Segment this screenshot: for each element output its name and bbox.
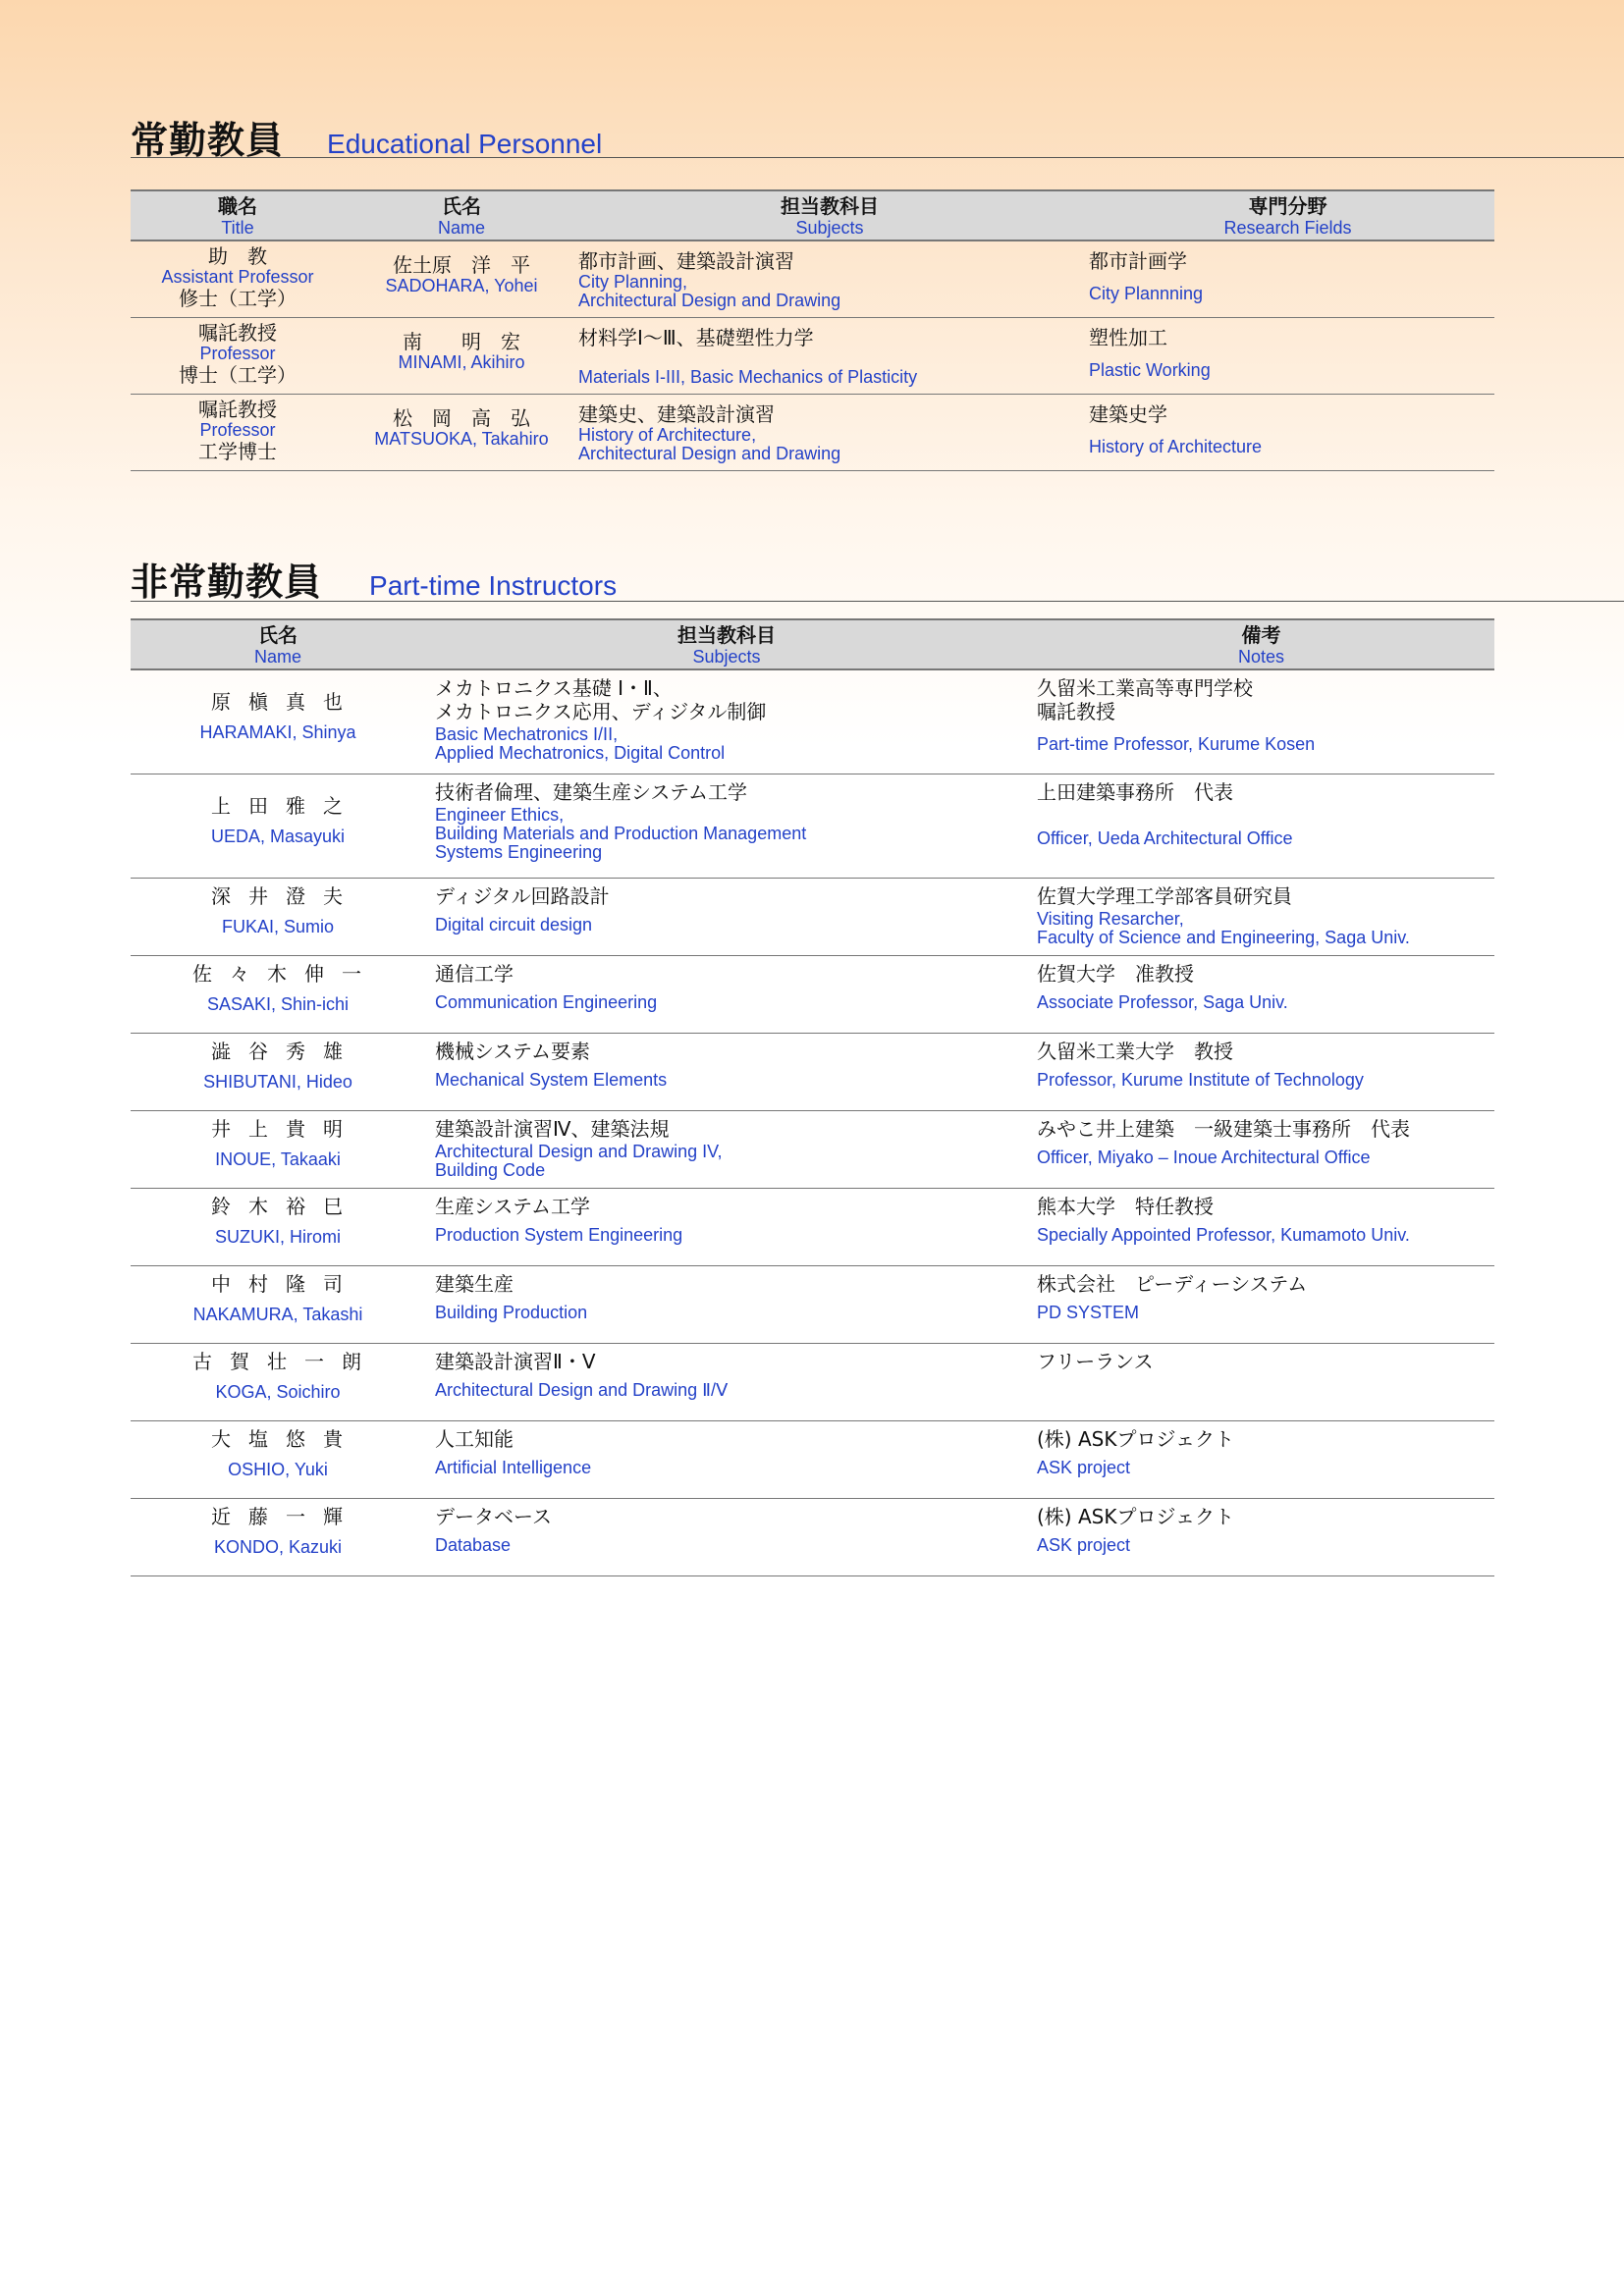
header-title: 職名 Title [131,190,345,240]
subject-jp: 技術者倫理、建築生産システム工学 [435,779,747,804]
subject-en: Production System Engineering [435,1224,683,1245]
header-name: 氏名 Name [345,190,578,240]
name-en: SUZUKI, Hiromi [214,1226,341,1247]
name-jp: 大塩悠貴 [211,1426,360,1451]
name-jp: 佐々木伸一 [192,961,379,986]
table-row [131,1265,1494,1343]
note-jp: 上田建築事務所 代表 [1037,779,1233,804]
table-row [131,394,1494,470]
subjects-cell [425,878,1028,955]
subjects-cell [425,1265,1028,1343]
header-name: 氏名 Name [131,619,425,669]
subjects-cell [425,1188,1028,1265]
table-row [131,1498,1494,1575]
name-en: KONDO, Kazuki [213,1536,343,1557]
research-field-jp: 建築史学 [1089,401,1167,426]
table-row [131,1110,1494,1188]
name-en: HARAMAKI, Shinya [199,722,356,742]
research-field-en: Plastic Working [1089,359,1211,380]
note-en: Officer, Ueda Architectural Office [1037,828,1293,848]
degree: 工学博士 [198,439,277,463]
spacer [1037,804,1494,829]
subjects-en-line1 [578,349,1081,368]
name-cell [345,394,578,470]
position-cell [131,394,345,470]
subject-en: Artificial Intelligence [435,1457,592,1477]
table-header-row [131,190,1494,240]
name-jp: 近藤一輝 [211,1504,360,1528]
subjects-en-line2: Architectural Design and Drawing [578,291,841,310]
name-cell [131,1110,425,1188]
subjects-en-line2: Materials I-III, Basic Mechanics of Plasticity [578,366,918,387]
degree: 修士（工学） [179,287,297,310]
name-jp: 原槇真也 [211,690,360,714]
name-en: SHIBUTANI, Hideo [203,1071,352,1092]
note-en: ASK project [1037,1534,1131,1555]
section-heading-fulltime [131,110,602,164]
subject-en: Communication Engineering [435,991,658,1012]
note-en: ASK project [1037,1457,1131,1477]
research-field-en: History of Architecture [1089,436,1263,456]
position-en: Assistant Professor [161,267,314,287]
table-row [131,878,1494,955]
subject-en: Digital circuit design [435,914,593,934]
table-header-row [131,619,1494,669]
note-jp: フリーランス [1037,1349,1154,1373]
name-jp: 松 岡 高 弘 [393,405,530,430]
notes-cell [1028,774,1494,878]
subjects-jp: 建築史、建築設計演習 [578,401,775,426]
position-jp: 嘱託教授 [198,320,277,345]
subjects-jp: 都市計画、建築設計演習 [578,249,794,273]
section-title-en: Part-time Instructors [369,570,618,601]
table-row [131,317,1494,394]
subjects-cell [578,240,1081,317]
subject-jp: 建築設計演習Ⅱ・Ⅴ [435,1349,596,1373]
note-en: Specially Appointed Professor, Kumamoto Univ. [1037,1224,1410,1245]
subject-jp: メカトロニクス応用、ディジタル制御 [435,700,767,723]
subject-jp: メカトロニクス基礎 Ⅰ・Ⅱ、 [435,676,673,700]
subject-jp: 人工知能 [435,1426,514,1451]
name-cell [131,669,425,774]
header-research-fields: 専門分野 Research Fields [1081,190,1494,240]
name-cell [131,955,425,1033]
subject-en: Basic Mechatronics I/II, [435,724,619,744]
subjects-cell [425,1033,1028,1110]
table-row [131,669,1494,774]
notes-cell [1028,1343,1494,1420]
note-jp: (株) ASKプロジェクト [1037,1426,1235,1451]
subject-en: Database [435,1534,512,1555]
notes-cell [1028,669,1494,774]
name-en: MATSUOKA, Takahiro [374,428,549,449]
subjects-cell [425,774,1028,878]
notes-cell [1028,1188,1494,1265]
subjects-cell [425,1498,1028,1575]
research-field-jp: 塑性加工 [1089,325,1167,349]
name-en: SADOHARA, Yohei [385,276,538,295]
name-cell [131,878,425,955]
section-title-en: Educational Personnel [327,129,603,159]
position-jp: 嘱託教授 [198,397,277,421]
name-en: SASAKI, Shin-ichi [206,993,350,1014]
header-subjects: 担当教科目 Subjects [578,190,1081,240]
note-jp: 久留米工業大学 教授 [1037,1039,1233,1063]
name-cell [131,1265,425,1343]
note-jp: 株式会社 ピーディーシステム [1037,1271,1308,1296]
subjects-en-line1: City Planning, [578,272,688,292]
subject-en: Building Code [435,1159,546,1180]
name-jp: 南 明 宏 [403,329,520,353]
subjects-cell [578,317,1081,394]
research-field-cell [1081,240,1494,317]
name-cell [345,240,578,317]
section-heading-parttime [131,552,617,606]
subject-en: Architectural Design and Drawing Ⅱ/Ⅴ [435,1379,729,1400]
name-cell [131,1343,425,1420]
subjects-jp: 材料学Ⅰ～Ⅲ、基礎塑性力学 [578,325,814,349]
research-field-jp: 都市計画学 [1089,249,1187,273]
notes-cell [1028,878,1494,955]
name-en: INOUE, Takaaki [215,1148,341,1169]
note-jp: 佐賀大学 准教授 [1037,961,1194,986]
subject-jp: ディジタル回路設計 [435,883,610,908]
name-cell [345,317,578,394]
notes-cell [1028,1420,1494,1498]
subject-en: Architectural Design and Drawing IV, [435,1141,723,1161]
subject-en: Systems Engineering [435,841,603,862]
table-row [131,240,1494,317]
notes-cell [1028,955,1494,1033]
degree: 博士（工学） [179,362,297,387]
subject-en: Engineer Ethics, [435,804,565,825]
subject-jp: 建築生産 [435,1271,514,1296]
notes-cell [1028,1265,1494,1343]
subject-jp: 建築設計演習Ⅳ、建築法規 [435,1116,670,1141]
subjects-cell [425,955,1028,1033]
section-title-jp: 常勤教員 [131,119,285,162]
research-field-cell [1081,394,1494,470]
subjects-en-line2: Architectural Design and Drawing [578,443,841,463]
note-en: Part-time Professor, Kurume Kosen [1037,734,1316,754]
table-row [131,1188,1494,1265]
name-cell [131,1188,425,1265]
header-subjects: 担当教科目 Subjects [425,619,1028,669]
name-en: UEDA, Masayuki [210,826,346,846]
note-en: Officer, Miyako – Inoue Architectural Office [1037,1147,1371,1167]
name-jp: 古賀壮一朗 [192,1349,379,1373]
spacer [435,1528,1028,1536]
notes-cell [1028,1110,1494,1188]
section-rule [131,601,1624,602]
name-en: OSHIO, Yuki [228,1459,328,1479]
note-jp: 嘱託教授 [1037,700,1115,723]
subject-en: Building Materials and Production Management [435,823,807,843]
name-en: FUKAI, Sumio [221,916,335,936]
subject-jp: 機械システム要素 [435,1039,590,1063]
name-jp: 深井澄夫 [211,883,360,908]
name-cell [131,1033,425,1110]
subject-jp: 通信工学 [435,961,514,986]
note-en: Visiting Resarcher, [1037,908,1184,929]
name-cell [131,1420,425,1498]
parttime-staff-table [131,618,1494,1576]
subjects-cell [578,394,1081,470]
header-notes: 備考 Notes [1028,619,1494,669]
position-cell [131,240,345,317]
subjects-cell [425,669,1028,774]
note-en: Faculty of Science and Engineering, Saga Univ. [1037,927,1410,947]
fulltime-staff-table [131,189,1494,471]
note-en: Professor, Kurume Institute of Technology [1037,1069,1364,1090]
spacer [1037,1373,1494,1381]
section-title-jp: 非常勤教員 [131,561,323,604]
research-field-en: City Plannning [1089,284,1204,303]
name-jp: 佐土原 洋 平 [393,253,530,277]
position-en: Professor [199,343,276,363]
subject-en: Building Production [435,1302,588,1322]
note-jp: 久留米工業高等専門学校 [1037,676,1253,700]
subjects-en-line1: History of Architecture, [578,424,757,445]
name-en: MINAMI, Akihiro [398,351,525,372]
subject-jp: データベース [435,1504,552,1528]
name-jp: 中村隆司 [211,1271,360,1296]
note-en: PD SYSTEM [1037,1302,1140,1322]
note-jp: 熊本大学 特任教授 [1037,1194,1214,1218]
subjects-cell [425,1420,1028,1498]
table-row [131,1343,1494,1420]
name-jp: 鈴木裕巳 [211,1194,360,1218]
notes-cell [1028,1033,1494,1110]
research-field-cell [1081,317,1494,394]
position-en: Professor [199,419,276,440]
table-row [131,955,1494,1033]
name-en: NAKAMURA, Takashi [192,1304,363,1324]
table-row [131,1033,1494,1110]
name-cell [131,1498,425,1575]
notes-cell [1028,1498,1494,1575]
note-jp: みやこ井上建築 一級建築士事務所 代表 [1037,1116,1410,1141]
table-row [131,774,1494,878]
subject-en: Mechanical System Elements [435,1069,668,1090]
position-jp: 助 教 [208,244,267,268]
note-jp: 佐賀大学理工学部客員研究員 [1037,883,1292,908]
name-jp: 井上貴明 [211,1116,360,1141]
subject-en: Applied Mechatronics, Digital Control [435,743,726,763]
note-en: Associate Professor, Saga Univ. [1037,991,1288,1012]
name-en: KOGA, Soichiro [215,1381,341,1402]
subject-jp: 生産システム工学 [435,1194,590,1218]
subjects-cell [425,1343,1028,1420]
subjects-cell [425,1110,1028,1188]
name-jp: 上田雅之 [211,793,360,818]
name-jp: 澁谷秀雄 [211,1039,360,1063]
position-cell [131,317,345,394]
note-jp: (株) ASKプロジェクト [1037,1504,1235,1528]
name-cell [131,774,425,878]
section-rule [131,157,1624,158]
table-row [131,1420,1494,1498]
